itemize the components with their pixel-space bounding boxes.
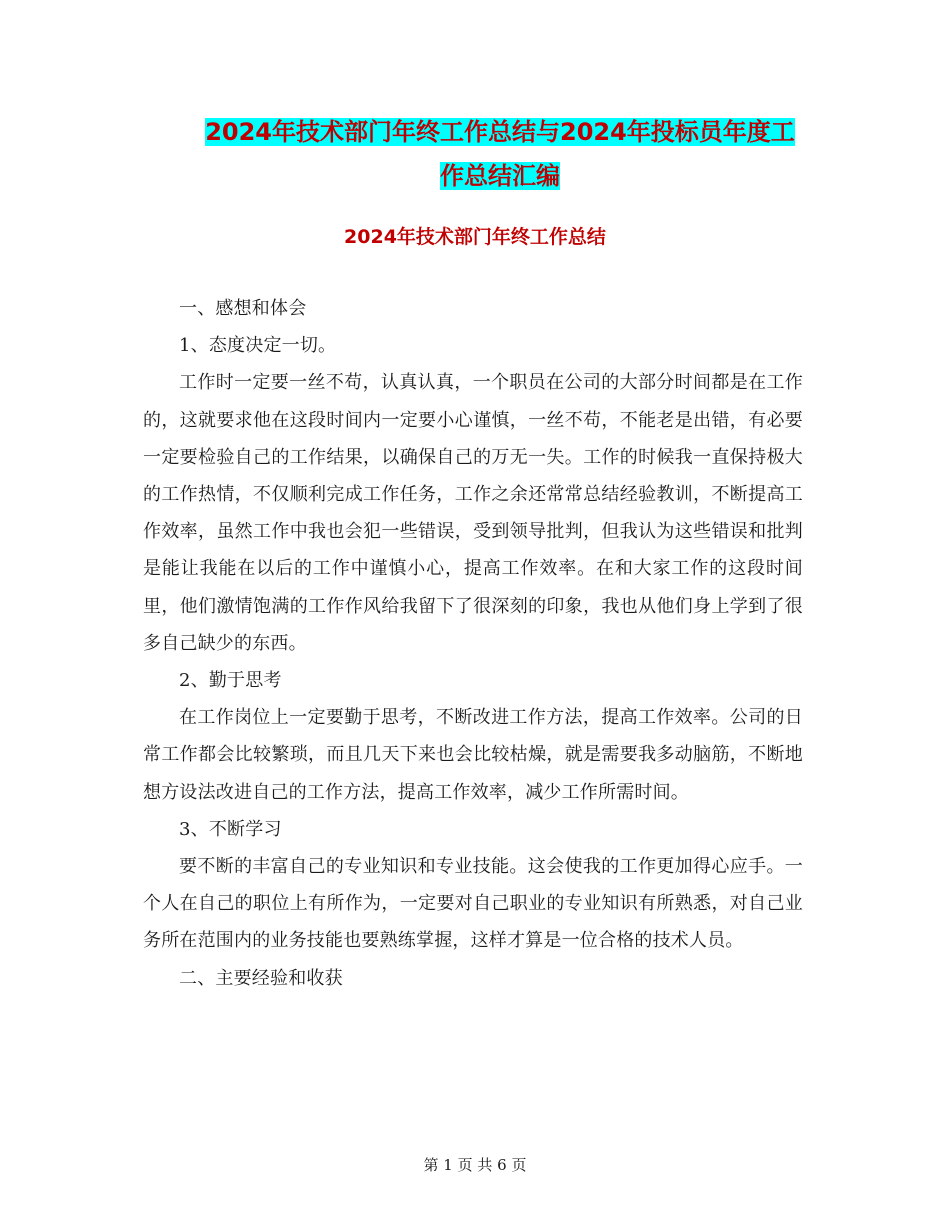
paragraph-attitude: 工作时一定要一丝不苟，认真认真，一个职员在公司的大部分时间都是在工作的，这就要求他在这段时间内一定要小心谨慎，一丝不苟，不能老是出错，有必要一定要检验自己的工作结果，以确保自己的万无一失。工作的时候我一直保持极大的工作热情，不仅顺利完成工作任务，工作之余还常常总结经验教训，不断提高工作效率，虽然工作中我也会犯一些错误，受到领导批判，但我认为这些错误和批判是能让我能在以后的工作中谨慎小心，提高工作效率。在和大家工作的这段时间里，他们激情饱满的工作作风给我留下了很深刻的印象，我也从他们身上学到了很多自己缺少的东西。 [143,372,803,654]
subheading-learning: 3、不断学习 [179,818,282,840]
document-body [143,290,803,997]
subheading-attitude: 1、态度决定一切。 [179,335,337,357]
heading-impressions: 一、感想和体会 [179,298,307,319]
page-footer: 第 1 页 共 6 页 [423,1156,527,1174]
subheading-thinking: 2、勤于思考 [179,670,282,692]
section-title: 2024年技术部门年终工作总结 [344,226,606,248]
paragraph-learning: 要不断的丰富自己的专业知识和专业技能。这会使我的工作更加得心应手。一个人在自己的职位上有所作为，一定要对自己职业的专业知识有所熟悉，对自己业务所在范围内的业务技能也要熟练掌握，这样才算是一位合格的技术人员。 [143,856,803,952]
document-title-line2: 作总结汇编 [440,162,560,190]
document-title [160,110,840,198]
paragraph-thinking: 在工作岗位上一定要勤于思考，不断改进工作方法，提高工作效率。公司的日常工作都会比较繁琐，而且几天下来也会比较枯燥，就是需要我多动脑筋，不断地想方设法改进自己的工作方法，提高工作效率，减少工作所需时间。 [143,707,803,803]
document-title-line1: 2024年技术部门年终工作总结与2024年投标员年度工 [205,118,795,146]
heading-experience: 二、主要经验和收获 [179,967,343,989]
